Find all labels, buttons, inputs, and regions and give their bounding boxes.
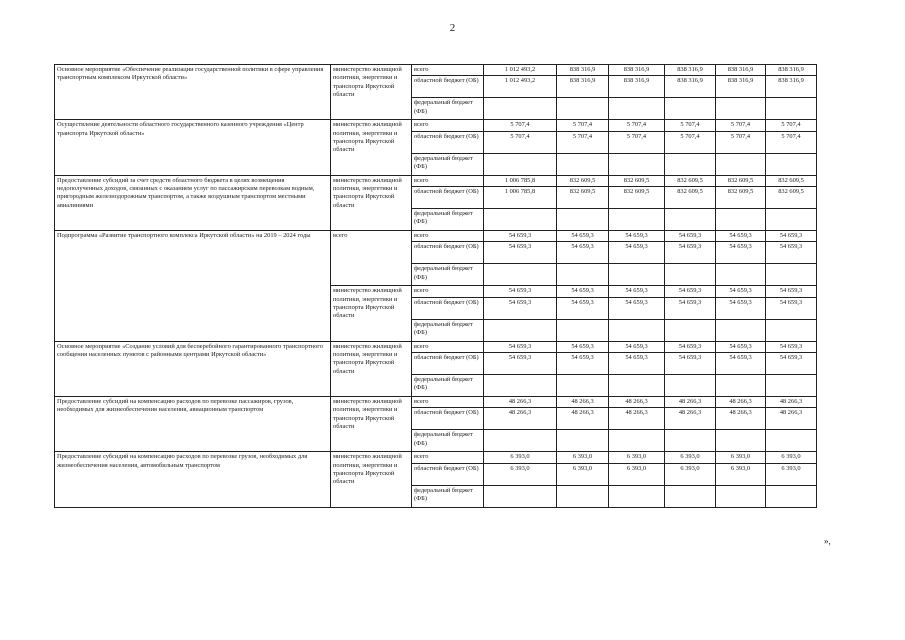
amount-cell: 6 393,0 [609,463,665,485]
amount-cell: 54 659,3 [557,297,609,319]
amount-cell: 48 266,3 [766,396,817,407]
funding-source-cell: федеральный бюджет (ФБ) [412,208,484,230]
closing-mark: », [824,536,831,546]
amount-cell [557,98,609,120]
amount-cell: 54 659,3 [665,297,716,319]
executor-cell: министерство жилищной политики, энергетики и транспорта Иркутской области [331,65,412,120]
amount-cell [766,374,817,396]
amount-cell: 54 659,3 [484,230,557,241]
amount-cell: 838 316,9 [609,76,665,98]
amount-cell: 1 006 785,8 [484,175,557,186]
amount-cell [766,485,817,507]
amount-cell: 48 266,3 [665,396,716,407]
amount-cell [557,208,609,230]
amount-cell [665,319,716,341]
amount-cell [716,319,766,341]
amount-cell: 838 316,9 [716,76,766,98]
table-row [55,341,817,352]
amount-cell: 54 659,3 [716,341,766,352]
amount-cell: 6 393,0 [766,452,817,463]
funding-source-cell: областной бюджет (ОБ) [412,352,484,374]
amount-cell: 54 659,3 [665,352,716,374]
amount-cell: 6 393,0 [609,452,665,463]
funding-source-cell: всего [412,396,484,407]
amount-cell [766,208,817,230]
table-row [55,230,817,241]
amount-cell: 48 266,3 [716,396,766,407]
amount-cell: 832 609,5 [557,186,609,208]
amount-cell [716,98,766,120]
funding-source-cell: всего [412,230,484,241]
executor-cell: всего [331,230,412,285]
amount-cell [665,208,716,230]
amount-cell: 54 659,3 [716,286,766,297]
amount-cell: 838 316,9 [665,76,716,98]
funding-source-cell: федеральный бюджет (ФБ) [412,319,484,341]
amount-cell [484,153,557,175]
executor-cell: министерство жилищной политики, энергетики и транспорта Иркутской области [331,452,412,507]
amount-cell: 54 659,3 [766,242,817,264]
amount-cell: 832 609,5 [665,186,716,208]
amount-cell: 48 266,3 [665,408,716,430]
amount-cell [557,264,609,286]
amount-cell: 838 316,9 [716,65,766,76]
amount-cell [766,430,817,452]
amount-cell [665,485,716,507]
amount-cell [665,264,716,286]
amount-cell [484,319,557,341]
amount-cell: 832 609,5 [716,186,766,208]
amount-cell: 54 659,3 [484,297,557,319]
amount-cell [609,264,665,286]
amount-cell: 54 659,3 [665,341,716,352]
activity-name-cell: Предоставление субсидий на компенсацию расходов по перевозке пассажиров, грузов, необходимых для жизнеобеспечения населения, авиационным транспортом [55,396,331,451]
amount-cell: 54 659,3 [665,230,716,241]
amount-cell [716,485,766,507]
funding-source-cell: федеральный бюджет (ФБ) [412,374,484,396]
amount-cell [716,208,766,230]
amount-cell: 48 266,3 [557,408,609,430]
amount-cell: 5 707,4 [766,131,817,153]
amount-cell: 54 659,3 [609,341,665,352]
amount-cell [484,208,557,230]
amount-cell: 1 012 493,2 [484,76,557,98]
amount-cell: 6 393,0 [557,452,609,463]
amount-cell [766,319,817,341]
amount-cell: 5 707,4 [665,131,716,153]
amount-cell [609,319,665,341]
amount-cell: 48 266,3 [484,408,557,430]
amount-cell: 54 659,3 [484,341,557,352]
amount-cell: 54 659,3 [766,230,817,241]
amount-cell: 838 316,9 [609,65,665,76]
amount-cell [716,374,766,396]
amount-cell: 6 393,0 [665,452,716,463]
funding-source-cell: федеральный бюджет (ФБ) [412,153,484,175]
amount-cell: 832 609,5 [609,175,665,186]
table-row [55,65,817,76]
amount-cell: 6 393,0 [716,463,766,485]
amount-cell: 5 707,4 [484,131,557,153]
amount-cell: 48 266,3 [609,396,665,407]
funding-source-cell: всего [412,286,484,297]
amount-cell: 54 659,3 [557,242,609,264]
amount-cell: 6 393,0 [484,452,557,463]
amount-cell: 5 707,4 [766,120,817,131]
amount-cell: 54 659,3 [766,297,817,319]
amount-cell: 54 659,3 [716,352,766,374]
amount-cell: 54 659,3 [484,352,557,374]
amount-cell: 6 393,0 [716,452,766,463]
funding-source-cell: всего [412,175,484,186]
funding-source-cell: федеральный бюджет (ФБ) [412,264,484,286]
table-row [55,396,817,407]
funding-source-cell: федеральный бюджет (ФБ) [412,98,484,120]
amount-cell [665,374,716,396]
amount-cell [484,485,557,507]
funding-source-cell: федеральный бюджет (ФБ) [412,430,484,452]
amount-cell [716,153,766,175]
amount-cell: 54 659,3 [665,242,716,264]
activity-name-cell: Подпрограмма «Развитие транспортного комплекса Иркутской области» на 2019 – 2024 годы [55,230,331,341]
amount-cell [665,430,716,452]
executor-cell: министерство жилищной политики, энергетики и транспорта Иркутской области [331,175,412,230]
amount-cell: 832 609,5 [766,175,817,186]
funding-source-cell: федеральный бюджет (ФБ) [412,485,484,507]
amount-cell [665,98,716,120]
amount-cell [609,374,665,396]
amount-cell: 54 659,3 [766,352,817,374]
amount-cell: 6 393,0 [665,463,716,485]
amount-cell: 54 659,3 [557,341,609,352]
executor-cell: министерство жилищной политики, энергетики и транспорта Иркутской области [331,396,412,451]
amount-cell [609,208,665,230]
activity-name-cell: Предоставление субсидий на компенсацию расходов по перевозке грузов, необходимых для жизнеобеспечения населения, автомобильным транспортом [55,452,331,507]
amount-cell: 54 659,3 [766,286,817,297]
amount-cell: 5 707,4 [716,131,766,153]
amount-cell [716,264,766,286]
amount-cell: 832 609,5 [665,175,716,186]
activity-name-cell: Предоставление субсидий за счет средств областного бюджета в целях возмещения недополученных доходов, связанных с оказанием услуг по пассажирским перевозкам водным, пригородным железнодорожным транспортом, а также воздушным транспортом местными авиалиниями [55,175,331,230]
amount-cell [716,430,766,452]
executor-cell: министерство жилищной политики, энергетики и транспорта Иркутской области [331,286,412,341]
amount-cell: 832 609,5 [766,186,817,208]
amount-cell: 5 707,4 [609,120,665,131]
amount-cell [665,153,716,175]
amount-cell: 54 659,3 [557,230,609,241]
amount-cell: 832 609,5 [557,175,609,186]
funding-source-cell: областной бюджет (ОБ) [412,76,484,98]
amount-cell: 48 266,3 [609,408,665,430]
amount-cell [557,430,609,452]
amount-cell: 48 266,3 [484,396,557,407]
amount-cell [557,319,609,341]
amount-cell: 838 316,9 [665,65,716,76]
amount-cell: 54 659,3 [609,242,665,264]
amount-cell: 54 659,3 [557,286,609,297]
amount-cell [484,264,557,286]
amount-cell: 5 707,4 [716,120,766,131]
amount-cell: 5 707,4 [484,120,557,131]
amount-cell [609,485,665,507]
funding-source-cell: всего [412,65,484,76]
funding-source-cell: областной бюджет (ОБ) [412,408,484,430]
activity-name-cell: Основное мероприятие «Обеспечение реализации государственной политики в сфере управления транспортным комплексом Иркутской области» [55,65,331,120]
amount-cell: 838 316,9 [766,65,817,76]
amount-cell: 838 316,9 [557,65,609,76]
amount-cell [609,98,665,120]
funding-source-cell: областной бюджет (ОБ) [412,463,484,485]
amount-cell: 54 659,3 [609,286,665,297]
amount-cell [766,153,817,175]
amount-cell: 54 659,3 [716,242,766,264]
executor-cell: министерство жилищной политики, энергетики и транспорта Иркутской области [331,120,412,175]
activity-name-cell: Осуществление деятельности областного государственного казенного учреждения «Центр транспорта Иркутской области» [55,120,331,175]
amount-cell: 48 266,3 [557,396,609,407]
amount-cell [609,153,665,175]
amount-cell: 6 393,0 [484,463,557,485]
amount-cell: 832 609,5 [716,175,766,186]
funding-source-cell: областной бюджет (ОБ) [412,131,484,153]
amount-cell: 5 707,4 [665,120,716,131]
funding-source-cell: всего [412,341,484,352]
amount-cell [557,485,609,507]
amount-cell [557,153,609,175]
amount-cell: 1 012 493,2 [484,65,557,76]
amount-cell [484,374,557,396]
amount-cell: 838 316,9 [557,76,609,98]
amount-cell: 54 659,3 [716,297,766,319]
amount-cell: 5 707,4 [557,120,609,131]
funding-source-cell: всего [412,120,484,131]
amount-cell: 54 659,3 [665,286,716,297]
amount-cell [609,430,665,452]
amount-cell [766,264,817,286]
amount-cell: 54 659,3 [716,230,766,241]
amount-cell: 832 609,5 [609,186,665,208]
amount-cell: 54 659,3 [484,286,557,297]
amount-cell: 1 006 785,8 [484,186,557,208]
funding-source-cell: областной бюджет (ОБ) [412,186,484,208]
amount-cell: 5 707,4 [609,131,665,153]
amount-cell: 54 659,3 [609,297,665,319]
activity-name-cell: Основное мероприятие «Создание условий для бесперебойного гарантированного транспортного сообщения населенных пунктов с районными центрами Иркутской области» [55,341,331,396]
amount-cell: 54 659,3 [484,242,557,264]
amount-cell [766,98,817,120]
amount-cell: 54 659,3 [766,341,817,352]
amount-cell [484,98,557,120]
table-row [55,175,817,186]
amount-cell: 48 266,3 [716,408,766,430]
amount-cell: 6 393,0 [766,463,817,485]
amount-cell [557,374,609,396]
amount-cell [484,430,557,452]
table-row [55,452,817,463]
amount-cell: 54 659,3 [609,352,665,374]
amount-cell: 48 266,3 [766,408,817,430]
amount-cell: 54 659,3 [557,352,609,374]
page-number: 2 [449,22,456,34]
amount-cell: 838 316,9 [766,76,817,98]
funding-source-cell: областной бюджет (ОБ) [412,297,484,319]
amount-cell: 6 393,0 [557,463,609,485]
funding-source-cell: областной бюджет (ОБ) [412,242,484,264]
table-row [55,120,817,131]
table-body [55,65,817,508]
funding-source-cell: всего [412,452,484,463]
budget-table [54,64,817,508]
amount-cell: 54 659,3 [609,230,665,241]
amount-cell: 5 707,4 [557,131,609,153]
executor-cell: министерство жилищной политики, энергетики и транспорта Иркутской области [331,341,412,396]
